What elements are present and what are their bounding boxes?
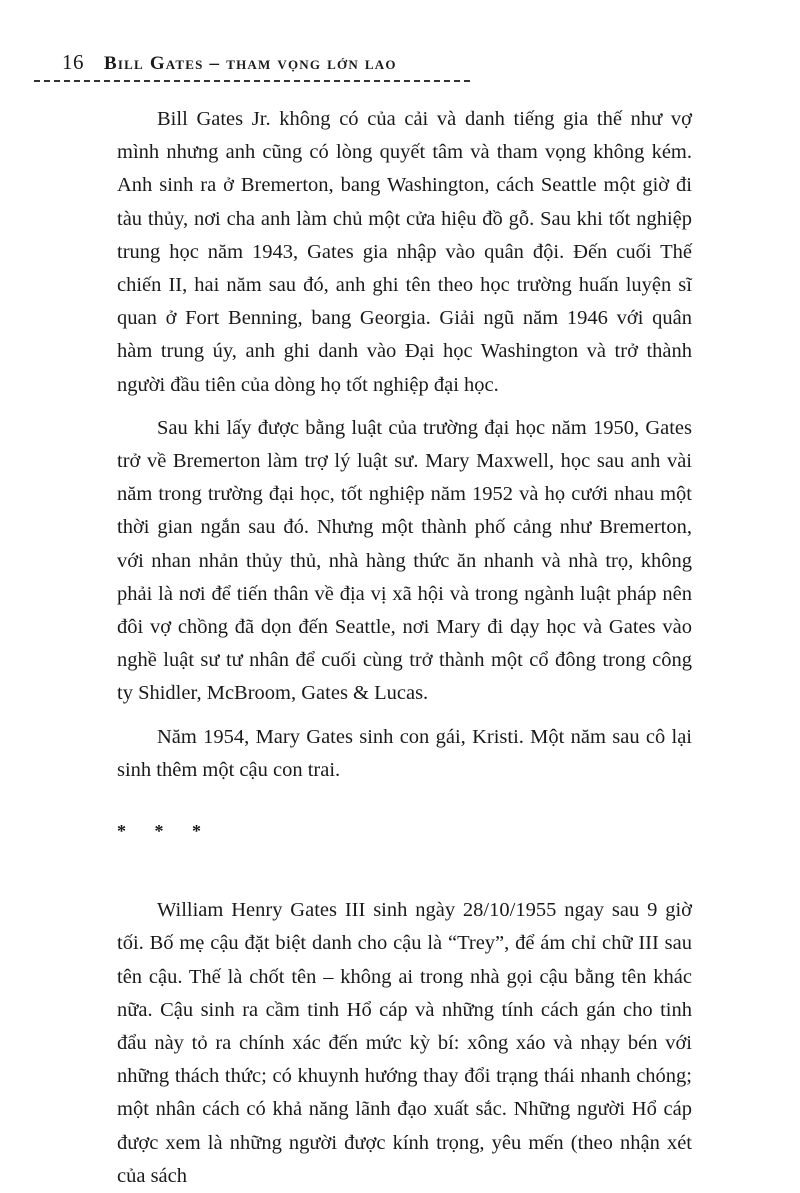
header-dashed-rule bbox=[34, 80, 470, 82]
section-separator: * * * bbox=[117, 821, 213, 842]
running-header bbox=[34, 50, 474, 80]
paragraph: Sau khi lấy được bằng luật của trường đại học năm 1950, Gates trở về Bremerton làm trợ lý luật sư. Mary Maxwell, học sau anh vài năm trong trường đại học, tốt nghiệp năm 1952 và họ cưới nhau một thời gian ngắn sau đó. Nhưng một thành phố cảng như Bremerton, với nhan nhản thủy thủ, nhà hàng thức ăn nhanh và nhà trọ, không phải là nơi để tiến thân về địa vị xã hội và trong ngành luật pháp nên đôi vợ chồng đã dọn đến Seattle, nơi Mary đi dạy học và Gates vào nghề luật sư tư nhân để cuối cùng trở thành một cổ đông trong công ty Shidler, McBroom, Gates & Lucas. bbox=[117, 416, 692, 705]
body-text bbox=[117, 103, 692, 1193]
page-number: 16 bbox=[62, 50, 84, 74]
paragraph: William Henry Gates III sinh ngày 28/10/1955 ngay sau 9 giờ tối. Bố mẹ cậu đặt biệt danh cho cậu là “Trey”, để ám chỉ chữ III sau tên cậu. Thế là chốt tên – không ai trong nhà gọi cậu bằng tên khác nữa. Cậu sinh ra cầm tinh Hổ cáp và những tính cách gán cho tinh đẩu này tỏ ra chính xác đến mức kỳ bí: xông xáo và nhạy bén với những thách thức; có khuynh hướng thay đổi trạng thái nhanh chóng; một nhân cách có khả năng lãnh đạo xuất sắc. Những người Hổ cáp được xem là những người được kính trọng, yêu mến (theo nhận xét của sách bbox=[117, 899, 692, 1187]
paragraph: Năm 1954, Mary Gates sinh con gái, Kristi. Một năm sau cô lại sinh thêm một cậu con trai. bbox=[117, 725, 692, 781]
paragraph: Bill Gates Jr. không có của cải và danh tiếng gia thế như vợ mình nhưng anh cũng có lòng quyết tâm và tham vọng không kém. Anh sinh ra ở Bremerton, bang Washington, cách Seattle một giờ đi tàu thủy, nơi cha anh làm chủ một cửa hiệu đồ gỗ. Sau khi tốt nghiệp trung học năm 1943, Gates gia nhập vào quân đội. Đến cuối Thế chiến II, hai năm sau đó, anh ghi tên theo học trường huấn luyện sĩ quan ở Fort Benning, bang Georgia. Giải ngũ năm 1946 với quân hàm trung úy, anh ghi danh vào Đại học Washington và trở thành người đầu tiên của dòng họ tốt nghiệp đại học. bbox=[117, 108, 692, 396]
running-title: Bill Gates – tham vọng lớn lao bbox=[104, 53, 397, 74]
